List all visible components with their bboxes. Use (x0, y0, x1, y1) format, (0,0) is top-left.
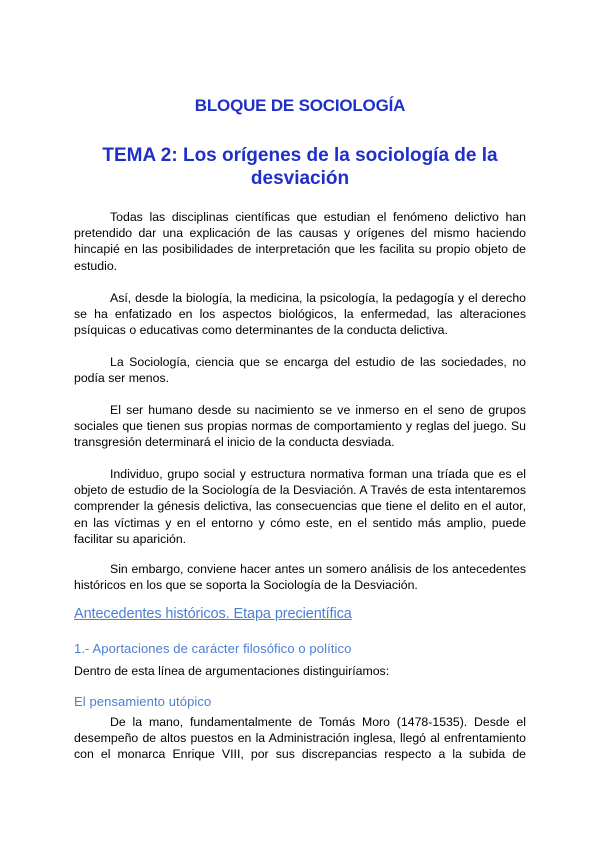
paragraph-2: Así, desde la biología, la medicina, la psicología, la pedagogía y el derecho se ha enfatizado en los aspectos biológicos, la enfermedad, las alteraciones psíquicas o educativas como determinantes de la conducta delictiva. (74, 291, 526, 338)
subsection-heading-aportaciones: 1.- Aportaciones de carácter filosófico o político (74, 641, 352, 656)
paragraph-3: La Sociología, ciencia que se encarga del estudio de las sociedades, no podía ser menos. (74, 355, 526, 386)
paragraph-8: De la mano, fundamentalmente de Tomás Moro (1478-1535). Desde el desempeño de altos puestos en la Administración inglesa, llegó al enfrentamiento con el monarca Enrique VIII, por sus discrepancias respecto a la subida de (74, 715, 526, 762)
paragraph-7: Dentro de esta línea de argumentaciones distinguiríamos: (74, 664, 390, 678)
paragraph-5: Individuo, grupo social y estructura normativa forman una tríada que es el objeto de estudio de la Sociología de la Desviación. A Través de esta intentaremos comprender la génesis delictiva, las consecuencias que tiene el delito en el autor, en las víctimas y en el entorno y cómo este, en el sentido más amplio, puede facilitar su aparición. (74, 467, 526, 546)
block-title: BLOQUE DE SOCIOLOGÍA (194, 96, 406, 115)
paragraph-1: Todas las disciplinas científicas que estudian el fenómeno delictivo han pretendido dar una explicación de las causas y orígenes del mismo haciendo hincapié en las posibilidades de interpretación que les facilita su propio objeto de estudio. (74, 210, 526, 273)
subsection-heading-utopico: El pensamiento utópico (74, 694, 212, 709)
topic-title: TEMA 2: Los orígenes de la sociología de la desviación (102, 145, 498, 189)
section-heading-antecedentes: Antecedentes históricos. Etapa precientífica (74, 606, 352, 622)
paragraph-4: El ser humano desde su nacimiento se ve inmerso en el seno de grupos sociales que tienen sus propias normas de comportamiento y reglas del juego. Su transgresión determinará el inicio de la conducta desviada. (74, 403, 526, 450)
paragraph-6: Sin embargo, conviene hacer antes un somero análisis de los antecedentes históricos en los que se soporta la Sociología de la Desviación. (74, 562, 526, 593)
